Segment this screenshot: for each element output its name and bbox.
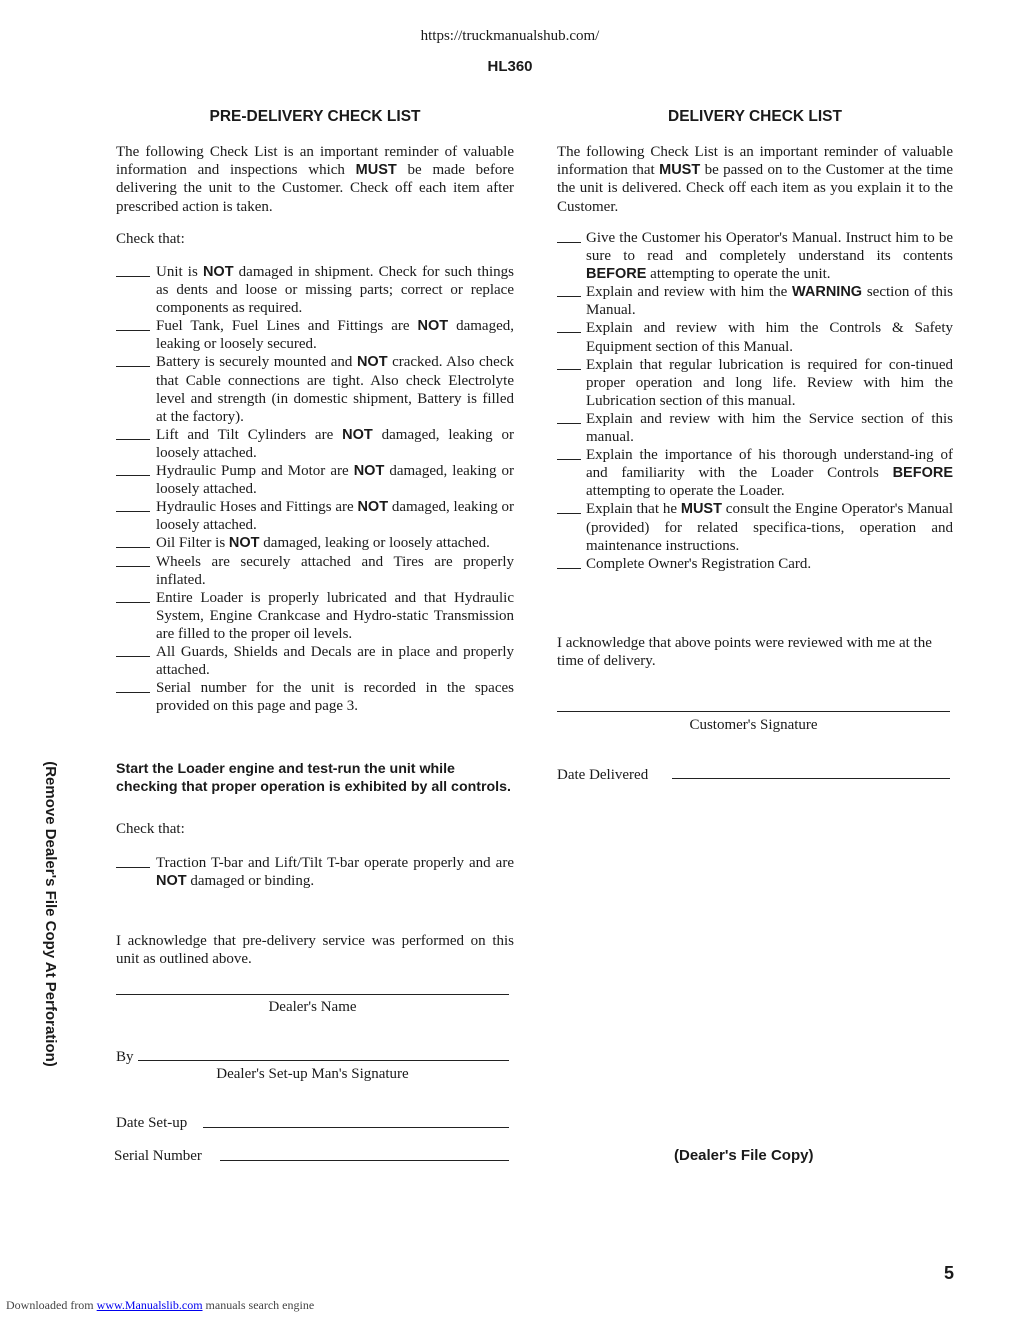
intro-text-end: be made before delivering the unit to the Customer. Check off each item after prescribed action is taken.: [116, 162, 514, 215]
date-setup-line[interactable]: [203, 1127, 509, 1128]
intro-text-end: be passed on to the Customer at the time the unit is delivered. Check off each item as you explain it to the Customer.: [557, 162, 954, 215]
checklist-item: Unit is NOT damaged in shipment. Check for such things as dents and loose or missing parts; correct or replace components as required.: [116, 263, 514, 317]
check-that-label: Check that:: [116, 231, 185, 247]
customer-signature-label: Customer's Signature: [689, 717, 818, 733]
checkbox-blank[interactable]: [116, 547, 150, 548]
page-number: 5: [943, 1263, 954, 1283]
checkbox-blank[interactable]: [557, 242, 581, 243]
checklist-item: Give the Customer his Operator's Manual. Instruct him to be sure to read and completely understand its contents BEFORE attempting to operate the unit.: [557, 229, 953, 283]
test-run-list: [116, 854, 514, 890]
checkbox-blank[interactable]: [116, 867, 150, 868]
setup-signature-line[interactable]: [138, 1060, 509, 1061]
checklist-item: Battery is securely mounted and NOT cracked. Also check that Cable connections are tight. Also check Electrolyte level and strength (in domestic shipment, Battery is filled at the factory).: [116, 353, 514, 425]
pre-delivery-title: PRE-DELIVERY CHECK LIST: [209, 108, 421, 125]
serial-number-label: Serial Number: [114, 1148, 202, 1164]
intro-keyword: MUST: [659, 162, 701, 179]
checkbox-blank[interactable]: [116, 366, 150, 367]
pre-delivery-acknowledgement: I acknowledge that pre-delivery service was performed on this unit as outlined above.: [116, 933, 514, 968]
checklist-item: Complete Owner's Registration Card.: [557, 555, 953, 573]
checklist-item: Fuel Tank, Fuel Lines and Fittings are NOT damaged, leaking or loosely secured.: [116, 317, 514, 353]
checkbox-blank[interactable]: [116, 475, 150, 476]
checklist-item: Hydraulic Pump and Motor are NOT damaged, leaking or loosely attached.: [116, 462, 514, 498]
checkbox-blank[interactable]: [116, 511, 150, 512]
download-footer: [6, 1298, 314, 1313]
dealer-file-copy-label: (Dealer's File Copy): [674, 1147, 814, 1164]
checkbox-blank[interactable]: [116, 692, 150, 693]
checklist-item: Traction T-bar and Lift/Tilt T-bar operate properly and are NOT damaged or binding.: [116, 854, 514, 890]
checkbox-blank[interactable]: [116, 656, 150, 657]
checklist-item: Explain that regular lubrication is required for con-tinued proper operation and long life. Review with him the Lubrication section of this manual.: [557, 356, 953, 410]
checklist-item: Oil Filter is NOT damaged, leaking or loosely attached.: [116, 534, 514, 552]
delivery-list: [557, 229, 953, 573]
footer-suffix: manuals search engine: [202, 1298, 315, 1312]
intro-text: The following Check List is an important reminder of valuable information and inspections which: [116, 144, 514, 179]
checkbox-blank[interactable]: [116, 602, 150, 603]
checklist-item: Hydraulic Hoses and Fittings are NOT damaged, leaking or loosely attached.: [116, 498, 514, 534]
intro-text: The following Check List is an important reminder of valuable information that: [557, 144, 953, 179]
source-url: https://truckmanualshub.com/: [420, 28, 600, 44]
intro-keyword: MUST: [355, 162, 397, 179]
checkbox-blank[interactable]: [557, 423, 581, 424]
checklist-item: Explain and review with him the Controls & Safety Equipment section of this Manual.: [557, 319, 953, 355]
customer-signature-line[interactable]: [557, 711, 950, 712]
checklist-item: Wheels are securely attached and Tires are properly inflated.: [116, 553, 514, 589]
checklist-item: Serial number for the unit is recorded in the spaces provided on this page and page 3.: [116, 679, 514, 715]
manualslib-link[interactable]: www.Manualslib.com: [96, 1298, 203, 1312]
checkbox-blank[interactable]: [557, 513, 581, 514]
checkbox-blank[interactable]: [557, 568, 581, 569]
model-number: HL360: [487, 58, 533, 75]
checkbox-blank[interactable]: [116, 276, 150, 277]
checkbox-blank[interactable]: [557, 332, 581, 333]
perforation-note: (Remove Dealer's File Copy At Perforation): [42, 761, 59, 1067]
checkbox-blank[interactable]: [116, 330, 150, 331]
checklist-item: Explain and review with him the Service section of this manual.: [557, 410, 953, 446]
checkbox-blank[interactable]: [116, 566, 150, 567]
checklist-item: Explain and review with him the WARNING section of this Manual.: [557, 283, 953, 319]
checklist-item: Entire Loader is properly lubricated and that Hydraulic System, Engine Crankcase and Hydro-static Transmission are filled to the proper oil levels.: [116, 589, 514, 643]
date-delivered-label: Date Delivered: [557, 767, 649, 783]
by-label: By: [116, 1049, 134, 1065]
checklist-item: All Guards, Shields and Decals are in place and properly attached.: [116, 643, 514, 679]
checkbox-blank[interactable]: [557, 369, 581, 370]
checklist-item: Explain the importance of his thorough understand-ing of and familiarity with the Loader Controls BEFORE attempting to operate the Loader.: [557, 446, 953, 500]
dealer-name-label: Dealer's Name: [268, 999, 357, 1015]
test-run-instruction: Start the Loader engine and test-run the unit while checking that proper operation is exhibited by all controls.: [116, 761, 511, 795]
delivery-title: DELIVERY CHECK LIST: [668, 108, 842, 125]
footer-prefix: Downloaded from: [6, 1298, 97, 1312]
setup-signature-label: Dealer's Set-up Man's Signature: [216, 1066, 409, 1082]
checkbox-blank[interactable]: [116, 439, 150, 440]
pre-delivery-list: [116, 263, 514, 715]
checkbox-blank[interactable]: [557, 296, 581, 297]
checklist-item: Lift and Tilt Cylinders are NOT damaged, leaking or loosely attached.: [116, 426, 514, 462]
date-setup-label: Date Set-up: [116, 1115, 188, 1131]
date-delivered-line[interactable]: [672, 778, 950, 779]
delivery-acknowledgement: I acknowledge that above points were reviewed with me at the time of delivery.: [557, 635, 932, 670]
delivery-intro: [557, 143, 953, 216]
pre-delivery-intro: [116, 143, 514, 216]
serial-number-line[interactable]: [220, 1160, 509, 1161]
checklist-item: Explain that he MUST consult the Engine Operator's Manual (provided) for related specifica-tions, operation and maintenance instructions.: [557, 500, 953, 554]
check-that-label-2: Check that:: [116, 821, 185, 837]
checkbox-blank[interactable]: [557, 459, 581, 460]
dealer-name-line[interactable]: [116, 994, 509, 995]
